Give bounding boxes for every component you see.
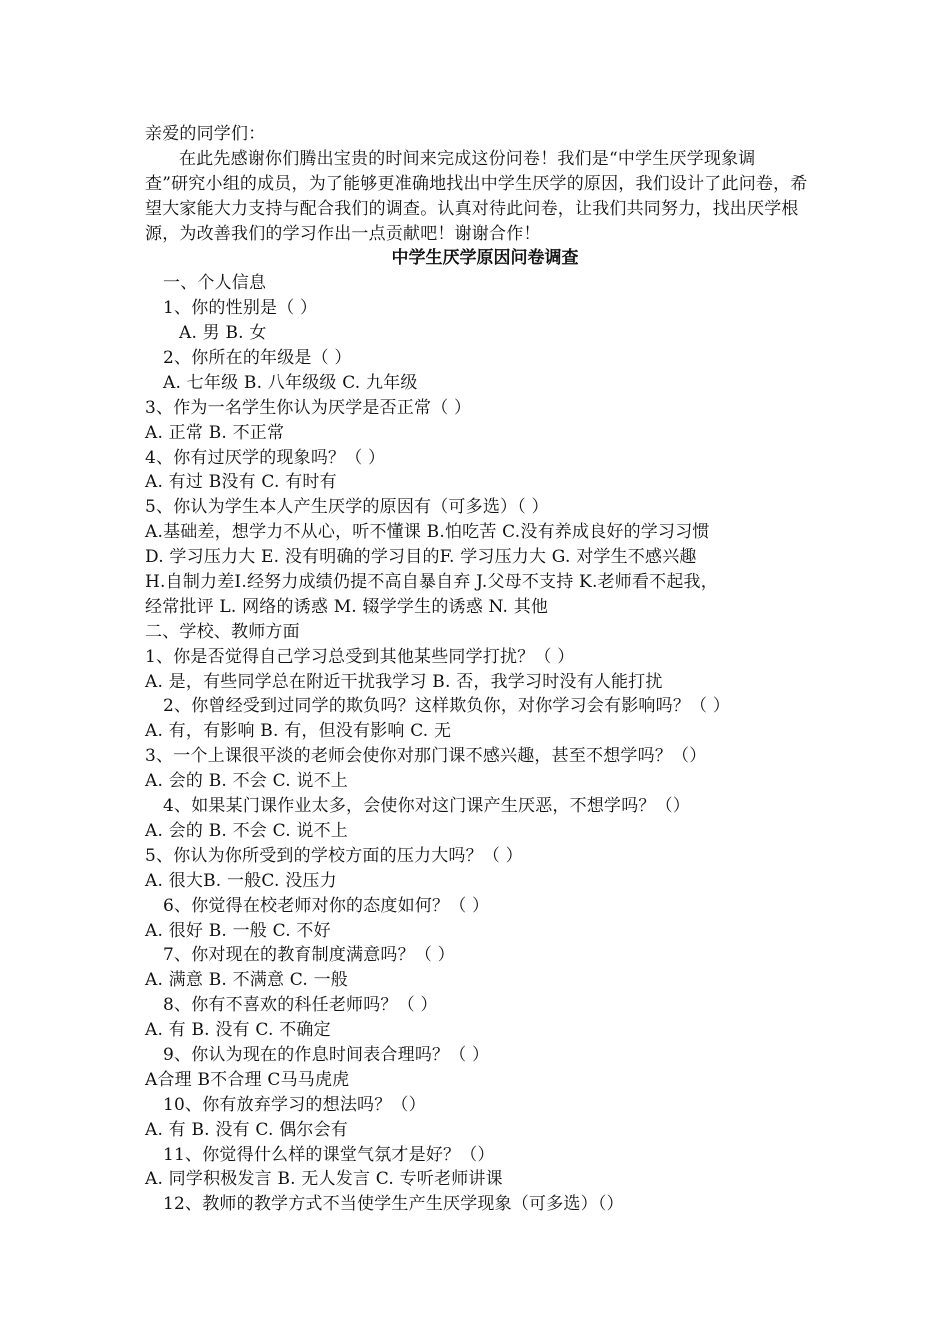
- s2-question-9: 9、你认为现在的作息时间表合理吗？（ ）: [163, 1044, 490, 1065]
- s2-options-4: A. 会的 B. 不会 C. 说不上: [145, 820, 349, 841]
- s1-options-1: A. 男 B. 女: [179, 323, 267, 344]
- s1-options-5-line-4: 经常批评 L. 网络的诱惑 M. 辍学学生的诱惑 N. 其他: [145, 596, 549, 617]
- s2-options-2: A. 有，有影响 B. 有，但没有影响 C. 无: [145, 721, 452, 742]
- s2-question-1: 1、你是否觉得自己学习总受到其他某些同学打扰？（ ）: [145, 646, 575, 667]
- s2-options-7: A. 满意 B. 不满意 C. 一般: [145, 970, 349, 991]
- s1-options-4: A. 有过 B没有 C. 有时有: [145, 472, 337, 493]
- s2-question-12: 12、教师的教学方式不当使学生产生厌学现象（可多选）（）: [163, 1194, 624, 1215]
- greeting: 亲爱的同学们：: [145, 124, 266, 144]
- s2-options-8: A. 有 B. 没有 C. 不确定: [145, 1020, 331, 1041]
- s1-options-3: A. 正常 B. 不正常: [145, 422, 285, 443]
- s1-options-5-line-3: H.自制力差I.经努力成绩仍提不高自暴自弃 J.父母不支持 K.老师看不起我，: [145, 572, 718, 593]
- intro-line-2: 查”研究小组的成员，为了能够更准确地找出中学生厌学的原因，我们设计了此问卷，希: [145, 173, 808, 194]
- s2-question-6: 6、你觉得在校老师对你的态度如何？（ ）: [163, 895, 490, 916]
- intro-line-1: 在此先感谢你们腾出宝贵的时间来完成这份问卷！我们是“中学生厌学现象调: [179, 148, 756, 169]
- s2-options-6: A. 很好 B. 一般 C. 不好: [145, 920, 331, 941]
- s1-question-2: 2、你所在的年级是（ ）: [163, 348, 352, 369]
- section2-heading: 二、学校、教师方面: [145, 621, 300, 642]
- s2-options-11: A. 同学积极发言 B. 无人发言 C. 专听老师讲课: [145, 1169, 503, 1190]
- s1-question-4: 4、你有过厌学的现象吗？（ ）: [145, 447, 386, 468]
- document-page: [145, 122, 825, 1217]
- s2-options-1: A. 是，有些同学总在附近干扰我学习 B. 否，我学习时没有人能打扰: [145, 671, 663, 692]
- s1-options-5-line-1: A.基础差，想学力不从心，听不懂课 B.怕吃苦 C.没有养成良好的学习习惯: [145, 522, 710, 543]
- s2-question-5: 5、你认为你所受到的学校方面的压力大吗？（ ）: [145, 845, 523, 866]
- s2-options-3: A. 会的 B. 不会 C. 说不上: [145, 771, 349, 792]
- s2-question-8: 8、你有不喜欢的科任老师吗？（ ）: [163, 995, 438, 1016]
- s2-question-3: 3、一个上课很平淡的老师会使你对那门课不感兴趣，甚至不想学吗？（）: [145, 746, 707, 767]
- s2-question-2: 2、你曾经受到过同学的欺负吗？这样欺负你，对你学习会有影响吗？（ ）: [163, 696, 731, 717]
- s2-options-5: A. 很大B. 一般C. 没压力: [145, 870, 337, 891]
- s1-options-2: A. 七年级 B. 八年级级 C. 九年级: [163, 372, 418, 393]
- section1-heading: 一、个人信息: [163, 273, 267, 294]
- s1-question-3: 3、作为一名学生你认为厌学是否正常（ ）: [145, 397, 472, 418]
- s2-question-10: 10、你有放弃学习的想法吗？（）: [163, 1094, 426, 1115]
- intro-line-4: 源，为改善我们的学习作出一点贡献吧！谢谢合作！: [145, 223, 541, 244]
- s2-question-7: 7、你对现在的教育制度满意吗？（ ）: [163, 945, 455, 966]
- s2-question-11: 11、你觉得什么样的课堂气氛才是好？（）: [163, 1144, 495, 1165]
- s2-options-10: A. 有 B. 没有 C. 偶尔会有: [145, 1119, 349, 1140]
- s1-question-1: 1、你的性别是（ ）: [163, 298, 318, 319]
- s2-options-9: A合理 B不合理 C马马虎虎: [145, 1069, 350, 1090]
- survey-title: 中学生厌学原因问卷调查: [391, 248, 579, 269]
- s1-question-5: 5、你认为学生本人产生厌学的原因有（可多选）（ ）: [145, 497, 549, 518]
- intro-line-3: 望大家能大力支持与配合我们的调查。认真对待此问卷，让我们共同努力，找出厌学根: [145, 198, 799, 219]
- s1-options-5-line-2: D. 学习压力大 E. 没有明确的学习目的F. 学习压力大 G. 对学生不感兴趣: [145, 547, 697, 568]
- s2-question-4: 4、如果某门课作业太多，会使你对这门课产生厌恶，不想学吗？（）: [163, 796, 691, 817]
